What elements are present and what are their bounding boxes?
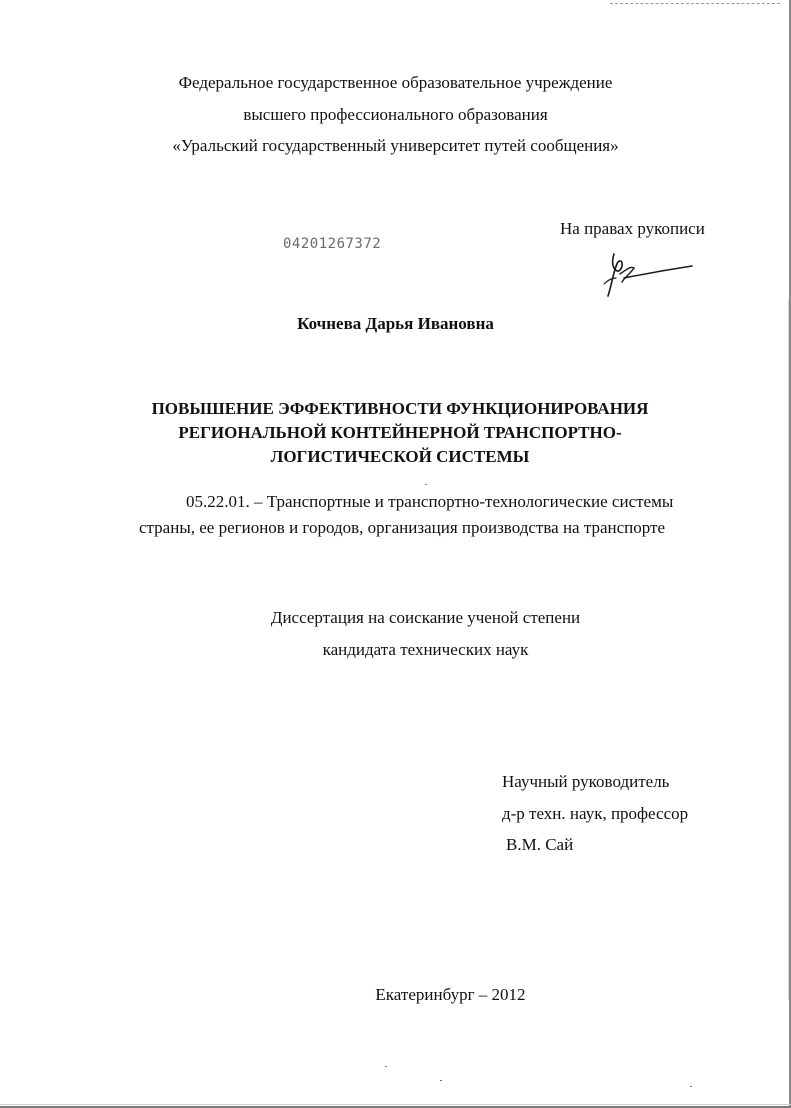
title-line-2: РЕГИОНАЛЬНОЙ КОНТЕЙНЕРНОЙ ТРАНСПОРТНО- xyxy=(178,423,622,442)
manuscript-rights-note: На правах рукописи xyxy=(560,219,705,238)
title-line-1: ПОВЫШЕНИЕ ЭФФЕКТИВНОСТИ ФУНКЦИОНИРОВАНИЯ xyxy=(151,399,649,418)
supervisor-title: д-р техн. наук, профессор xyxy=(502,804,689,823)
inventory-number: 04201267372 xyxy=(283,236,382,252)
scan-speck xyxy=(440,1080,442,1081)
scan-speck xyxy=(385,1066,387,1067)
scan-speck xyxy=(425,484,427,485)
degree-line-1: Диссертация на соискание ученой степени xyxy=(270,608,581,627)
institution-line-1: Федеральное государственное образовательное учреждение xyxy=(178,73,613,92)
supervisor-role: Научный руководитель xyxy=(502,772,670,791)
scan-artifact-top xyxy=(610,3,780,5)
scan-edge-bottom-inner xyxy=(0,1104,791,1105)
place-year: Екатеринбург – 2012 xyxy=(375,985,526,1004)
author-name: Кочнева Дарья Ивановна xyxy=(297,314,494,333)
degree-line-2: кандидата технических наук xyxy=(322,640,529,659)
institution-line-3: «Уральский государственный университет путей сообщения» xyxy=(172,136,619,155)
specialty-line-2: страны, ее регионов и городов, организация производства на транспорте xyxy=(139,518,666,537)
institution-line-2: высшего профессионального образования xyxy=(243,105,548,124)
specialty-line-1: 05.22.01. – Транспортные и транспортно-технологические системы xyxy=(186,492,674,511)
supervisor-name: В.М. Сай xyxy=(506,835,574,854)
scan-speck xyxy=(690,1086,692,1087)
signature-mark xyxy=(600,244,696,300)
title-line-3: ЛОГИСТИЧЕСКОЙ СИСТЕМЫ xyxy=(270,447,530,466)
